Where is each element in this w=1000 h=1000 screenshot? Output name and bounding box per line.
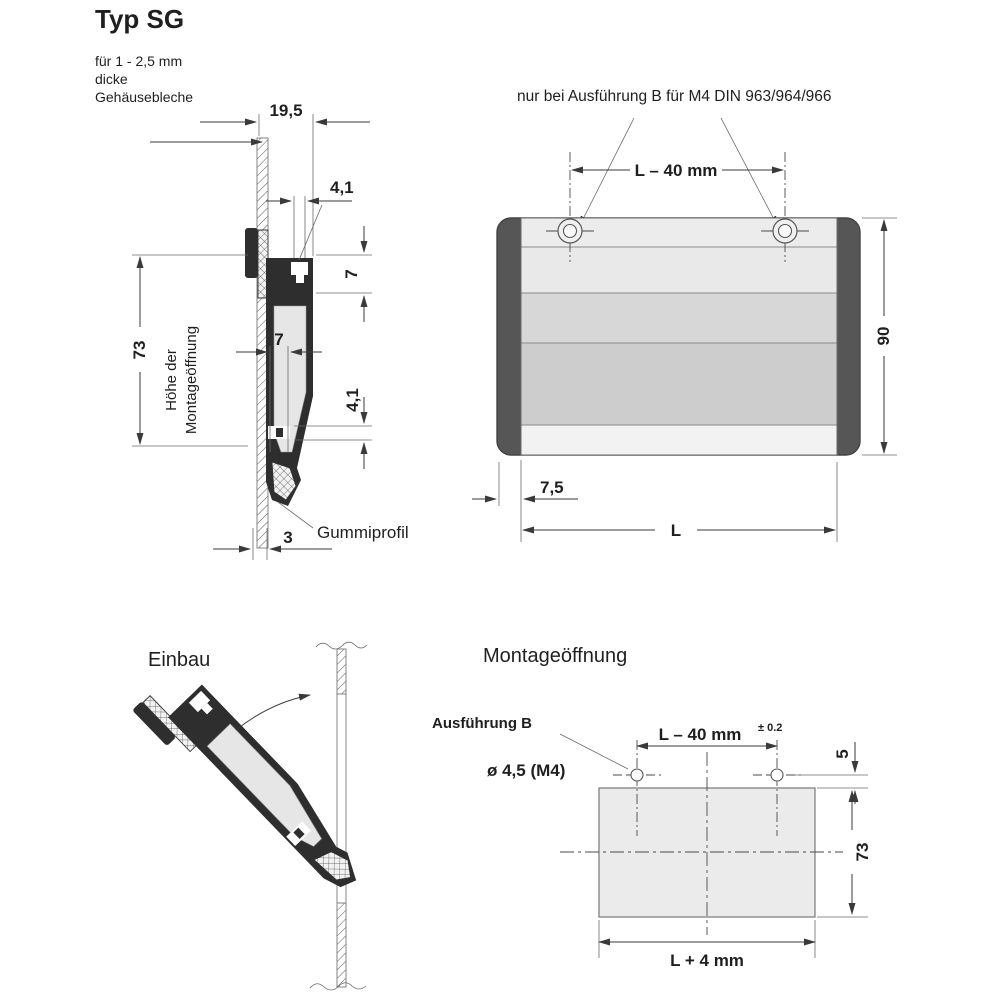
- variant-leader: [560, 734, 628, 769]
- note-leader-right: [721, 118, 778, 227]
- dim-7-lip: [316, 226, 372, 322]
- dim-4-1-top: [266, 178, 354, 260]
- page-title: Typ SG: [95, 4, 185, 34]
- rubber-label: Gummiprofil: [317, 523, 409, 542]
- dim-length-label: L: [670, 521, 682, 540]
- note-leader-left: [579, 118, 634, 227]
- hole-diameter-label: ø 4,5 (M4): [487, 761, 566, 780]
- dim-90-height: [862, 218, 897, 455]
- dim-length: [523, 462, 837, 542]
- profile-instance-mounted: [245, 228, 313, 506]
- opening-height-caption-line2: Montageöffnung: [183, 325, 200, 435]
- dim-3-label: 3: [283, 528, 293, 547]
- dim-7-lip-label: 7: [342, 269, 361, 279]
- header: [95, 4, 193, 105]
- panel-hatched-top: [337, 649, 346, 694]
- dim-19-5-label: 19,5: [269, 101, 303, 120]
- front-view: [472, 88, 897, 542]
- panel-break-top: [316, 642, 367, 649]
- rotation-arrow: [236, 695, 310, 730]
- subtitle-line-1: für 1 - 2,5 mm: [95, 53, 183, 69]
- dim-4-1-boss-label: 4,1: [343, 388, 362, 412]
- tilted-profile: [132, 663, 374, 910]
- dim-hole-spacing-bottom-label: L – 40 mm: [658, 725, 742, 744]
- dim-73-opening: [817, 791, 872, 917]
- dim-90-label: 90: [874, 326, 893, 346]
- dim-73-opening-label: 73: [853, 842, 872, 862]
- dim-opening-width-label: L + 4 mm: [670, 951, 744, 970]
- dim-7-5-label: 7,5: [540, 478, 564, 497]
- subtitle-line-3: Gehäusebleche: [95, 89, 194, 105]
- dim-73-label: 73: [130, 340, 149, 360]
- subtitle-line-2: dicke: [95, 71, 128, 87]
- einbau-title: Einbau: [148, 649, 211, 671]
- montage-view: [432, 645, 872, 970]
- dim-hole-spacing-label: L – 40 mm: [634, 161, 718, 180]
- panel-hatched-bottom: [337, 903, 346, 987]
- dim-4-1-top-label: 4,1: [330, 178, 354, 197]
- dim-hole-spacing-bottom: [637, 722, 782, 746]
- dim-3-gap: [213, 528, 332, 560]
- cross-section-view: [130, 101, 409, 560]
- front-view-note: nur bei Ausführung B für M4 DIN 963/964/966: [517, 88, 832, 105]
- opening-height-caption-line1: Höhe der: [163, 349, 180, 411]
- dim-5-label: 5: [833, 749, 852, 759]
- handle-body: [521, 218, 837, 455]
- dim-7-wall-label: 7: [274, 330, 284, 349]
- dim-tolerance-label: ± 0.2: [758, 722, 783, 734]
- montage-title: Montageöffnung: [483, 645, 628, 667]
- rubber-leader-line: [278, 502, 313, 528]
- einbau-view: [132, 642, 374, 990]
- variant-label: Ausführung B: [432, 715, 532, 732]
